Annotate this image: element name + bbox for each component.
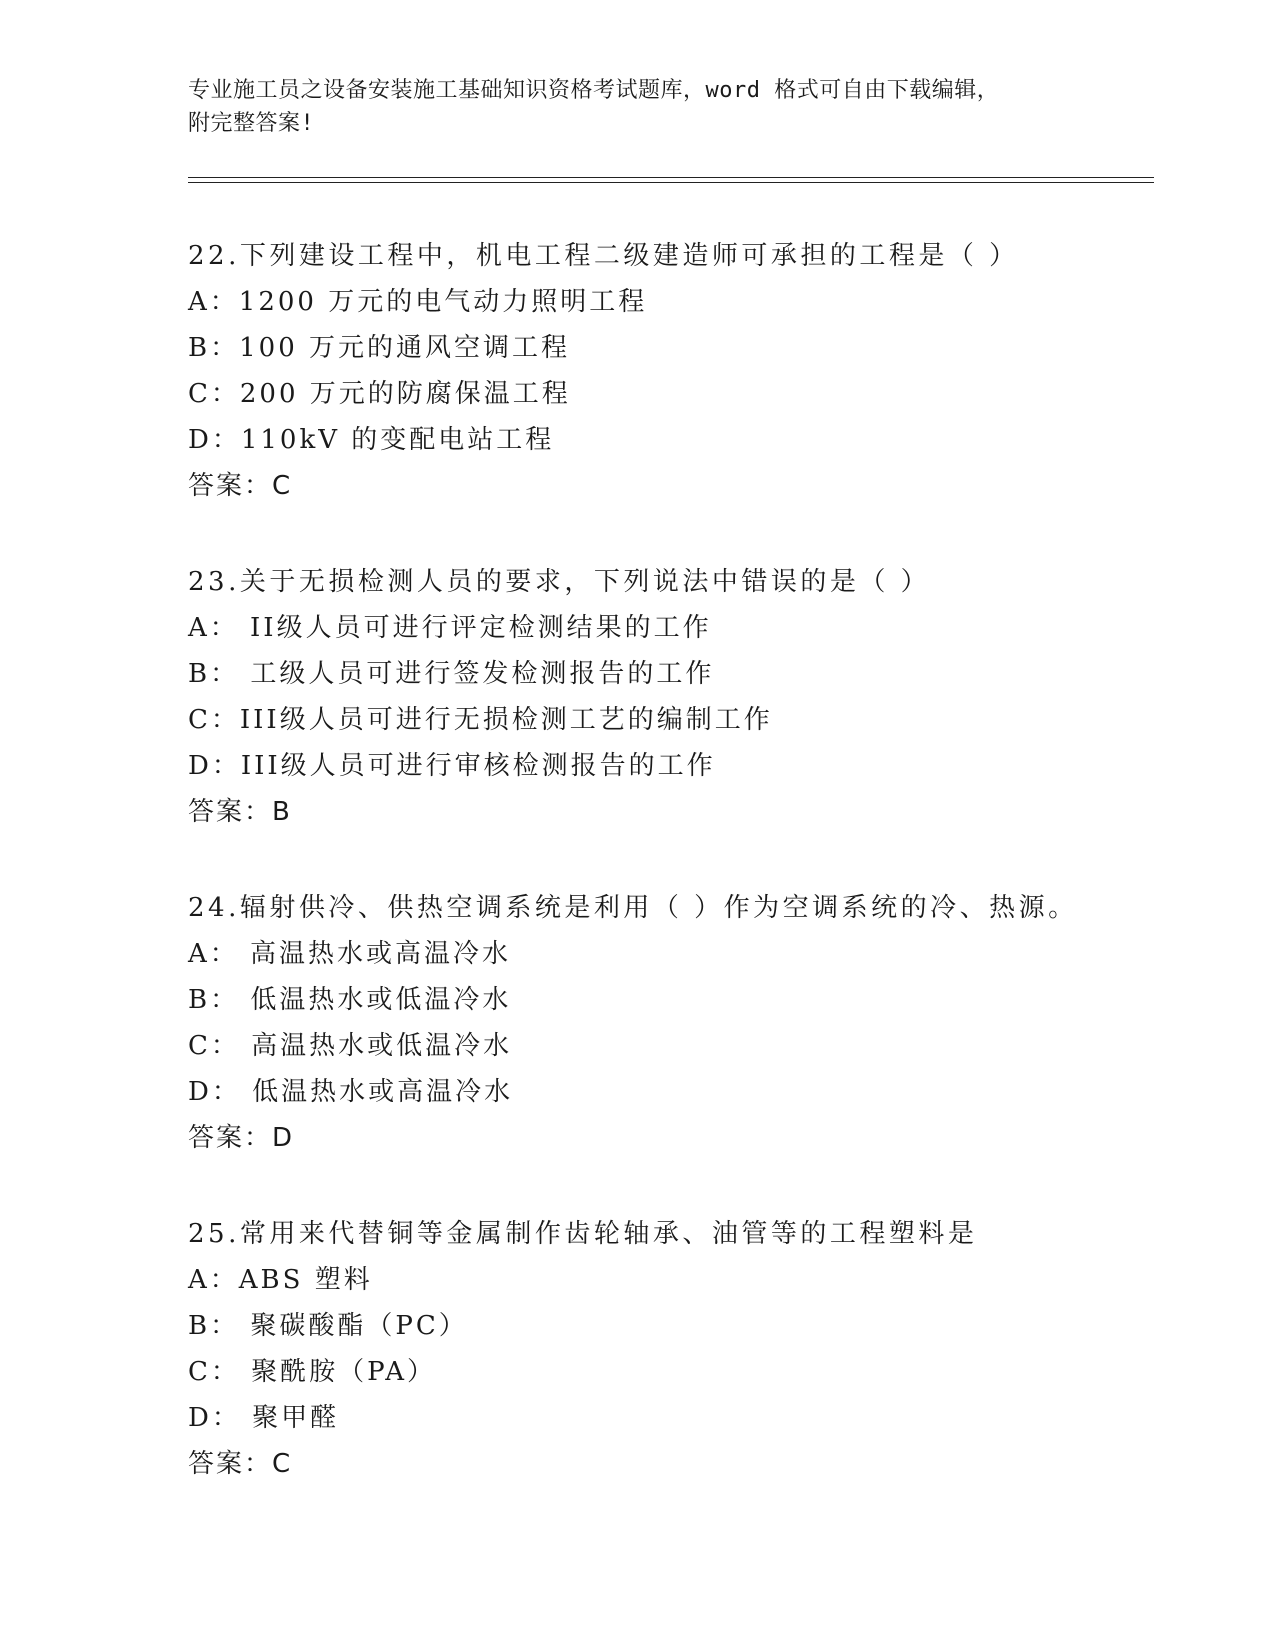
question-stem: 23.关于无损检测人员的要求，下列说法中错误的是（ ） xyxy=(188,567,931,597)
document-header xyxy=(188,74,1088,140)
question-stem: 22.下列建设工程中，机电工程二级建造师可承担的工程是（ ） xyxy=(188,241,1019,271)
header-divider-top xyxy=(188,177,1154,178)
question-25 xyxy=(188,1211,1148,1487)
option-b: B： 聚碳酸酯（PC） xyxy=(188,1311,468,1341)
header-line-1: 专业施工员之设备安装施工基础知识资格考试题库，word 格式可自由下载编辑， xyxy=(188,78,1000,103)
option-a: A：1200 万元的电气动力照明工程 xyxy=(188,287,648,317)
answer-line: 答案：C xyxy=(188,1449,293,1479)
option-b: B： 工级人员可进行签发检测报告的工作 xyxy=(188,659,715,689)
option-c: C： 聚酰胺（PA） xyxy=(188,1357,437,1387)
option-d: D：110kV 的变配电站工程 xyxy=(188,425,555,455)
option-b: B： 低温热水或低温冷水 xyxy=(188,985,512,1015)
option-a: A： 高温热水或高温冷水 xyxy=(188,939,512,969)
option-b: B：100 万元的通风空调工程 xyxy=(188,333,570,363)
option-d: D：III级人员可进行审核检测报告的工作 xyxy=(188,751,716,781)
question-stem: 25.常用来代替铜等金属制作齿轮轴承、油管等的工程塑料是 xyxy=(188,1219,978,1249)
question-22 xyxy=(188,233,1148,509)
option-a: A：ABS 塑料 xyxy=(188,1265,373,1295)
option-c: C：200 万元的防腐保温工程 xyxy=(188,379,571,409)
option-a: A： II级人员可进行评定检测结果的工作 xyxy=(188,613,712,643)
answer-line: 答案：B xyxy=(188,797,292,827)
question-list xyxy=(188,233,1148,1537)
option-d: D： 低温热水或高温冷水 xyxy=(188,1077,514,1107)
answer-line: 答案：C xyxy=(188,471,293,501)
option-d: D： 聚甲醛 xyxy=(188,1403,340,1433)
question-24 xyxy=(188,885,1148,1161)
option-c: C：III级人员可进行无损检测工艺的编制工作 xyxy=(188,705,773,735)
question-stem: 24.辐射供冷、供热空调系统是利用（ ）作为空调系统的冷、热源。 xyxy=(188,893,1078,923)
header-divider-bottom xyxy=(188,182,1154,183)
option-c: C： 高温热水或低温冷水 xyxy=(188,1031,513,1061)
question-23 xyxy=(188,559,1148,835)
header-line-2: 附完整答案! xyxy=(188,111,315,136)
answer-line: 答案：D xyxy=(188,1123,295,1153)
